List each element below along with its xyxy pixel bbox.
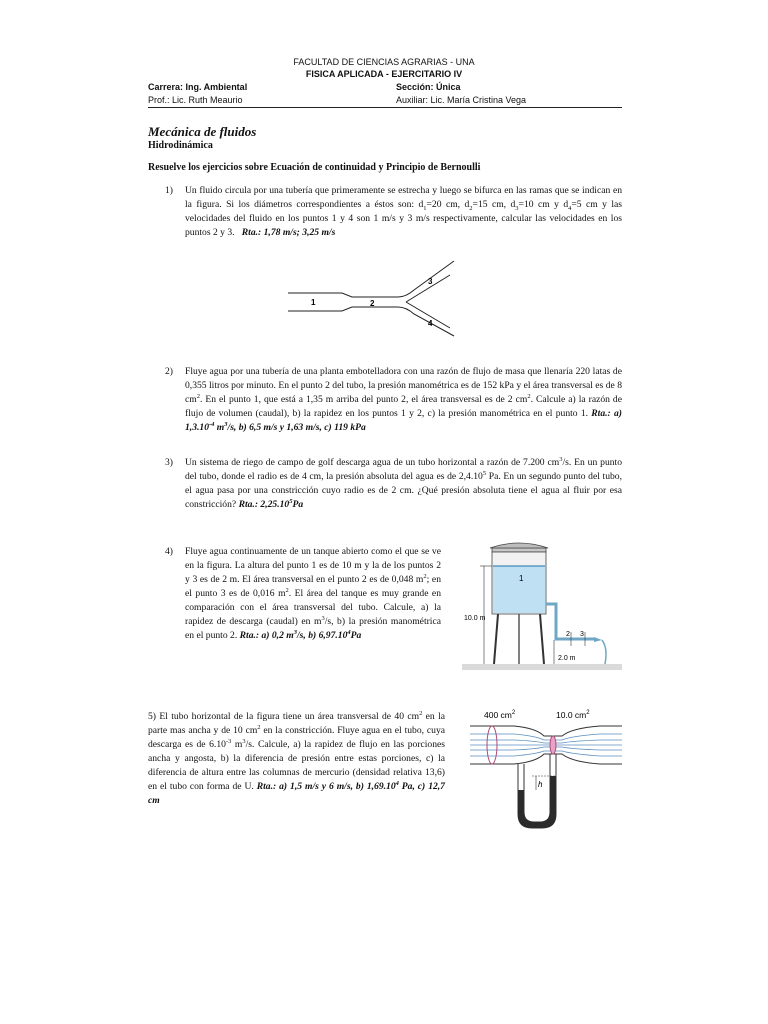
page-title: Mecánica de fluidos (148, 124, 257, 139)
page-subtitle: Hidrodinámica (148, 140, 213, 151)
answer: Rta.: 2,25.10$^5$Pa (238, 497, 304, 510)
answer: Rta.: a) $1,3.10^{-4}$ $m^3/s$, b) 6,5 m/s y 1,63 m/s, c) 119 kPa (185, 408, 622, 433)
venturi-meter-figure (464, 706, 624, 836)
exercise-number: 4) (165, 546, 173, 557)
point-4-label: 4 (428, 319, 433, 328)
exercise-4: 4) Fluye agua continuamente de un tanque abierto como el que se ve en la figura. La altura del punto 1 es de 10 m y la de los puntos 2 y 3 es de 2 m. El área transversal en el punto 2 es de 0,048 $m^2$; en el punto 3 es de 0,016 $m^2$. El área del tanque es muy grande en comparación con el área transversal del tubo. Calcule, a) la rapidez de descarga (caudal) en $m^3/s$, b) la presión manométrica en el punto 2. Rta.: a) 0,2 $m^3/s$, b) 6,97.10$^4$Pa (165, 546, 441, 641)
exercise-1: 1) Un fluido circula por una tubería que primeramente se estrecha y luego se bifurca en las ramas que se indican en la figura. Si los diámetros correspondientes a éstos son: $d_1=20$ cm, $d_2=15$ cm, $d_3=10$ cm y $d_4=5$ cm y las velocidades del fluido en los puntos 1 y 4 son 1 m/s y 3 m/s respectivamente, calcular las velocidades en los puntos 2 y 3. Rta.: 1,78 m/s; 3,25 m/s (165, 185, 623, 238)
section-label: Sección: Única (396, 82, 461, 92)
height-10m-label: 10.0 m (464, 615, 486, 622)
tank-point-1-label: 1 (519, 574, 524, 583)
faculty-line: FACULTAD DE CIENCIAS AGRARIAS - UNA (293, 57, 475, 67)
exercise-number: 2) (165, 366, 173, 377)
assistant-label: Auxiliar: Lic. María Cristina Vega (396, 95, 527, 105)
header-divider (148, 107, 622, 108)
point-2-label: 2 (370, 299, 375, 308)
answer: Rta.: 1,78 m/s; 3,25 m/s (241, 227, 336, 238)
instructions: Resuelve los ejercicios sobre Ecuación de continuidad y Principio de Bernoulli (148, 162, 481, 173)
exercise-2: 2) Fluye agua por una tubería de una planta embotelladora con una razón de flujo de masa que llenaría 220 latas de 0,355 litros por minuto. En el punto 2 del tubo, la presión manométrica es de 152 kPa y el área transversal es de 8 $cm^2$. En el punto 1, que está a 1,35 m arriba del punto 2, el área transversal es de 2 $cm^2$. Calcule a) la razón de flujo de volumen (caudal), b) la rapidez en los puntos 1 y 2, c) la presión manométrica en el punto 1. Rta.: a) $1,3.10^{-4}$ $m^3/s$, b) 6,5 m/s y 1,63 m/s, c) 119 kPa (165, 366, 622, 433)
branching-pipe-figure (280, 258, 465, 338)
exercise-number: 3) (165, 457, 173, 468)
wide-area-label: 400 $cm^2$ (484, 710, 516, 720)
point-1-label: 1 (311, 298, 316, 307)
exercise-number: 5) (148, 711, 156, 722)
answer: Rta.: a) 1,5 m/s y 6 m/s, b) 1,69.10$^4$ Pa, c) 12,7 cm (148, 779, 445, 806)
point-3-label: 3 (428, 277, 433, 286)
height-2m-label: 2.0 m (558, 655, 576, 662)
open-tank-figure (462, 536, 622, 672)
answer: Rta.: a) 0,2 $m^3/s$, b) 6,97.10$^4$Pa (239, 628, 362, 641)
exercise-5: 5) El tubo horizontal de la figura tiene un área transversal de 40 $cm^2$ en la parte mas ancha y de 10 $cm^2$ en la constricción. Fluye agua en el tubo, cuya descarga es de $6.10^{-3}$ $m^3/s$. Calcule, a) la rapidez de flujo en las porciones ancha y angosta, b) la diferencia de presión entre estas porciones, c) la diferencia de altura entre las columnas de mercurio (densidad relativa 13,6) en el tubo con forma de U. Rta.: a) 1,5 m/s y 6 m/s, b) 1,69.10$^4$ Pa, c) 12,7 cm (148, 709, 445, 806)
point-3-label: 3 (580, 631, 584, 638)
narrow-area-label: 10.0 $cm^2$ (556, 710, 590, 720)
point-2-label: 2 (566, 631, 570, 638)
course-line: FISICA APLICADA - EJERCITARIO IV (305, 69, 463, 79)
exercise-number: 1) (165, 185, 173, 196)
professor-label: Prof.: Lic. Ruth Meaurio (148, 95, 243, 105)
career-label: Carrera: Ing. Ambiental (148, 82, 248, 92)
height-difference-label: h (538, 780, 543, 789)
exercise-3: 3) Un sistema de riego de campo de golf descarga agua de un tubo horizontal a razón de 7.200 $cm^3/s$. En un punto del tubo, donde el radio es de 4 cm, la presión absoluta del agua es de 2,4.10$^5$ Pa. En un segundo punto del tubo, el agua pasa por una constricción cuyo radio es de 2 cm. ¿Qué presión absoluta tiene el agua al fluir por esa constricción? Rta.: 2,25.10$^5$Pa (165, 455, 623, 510)
